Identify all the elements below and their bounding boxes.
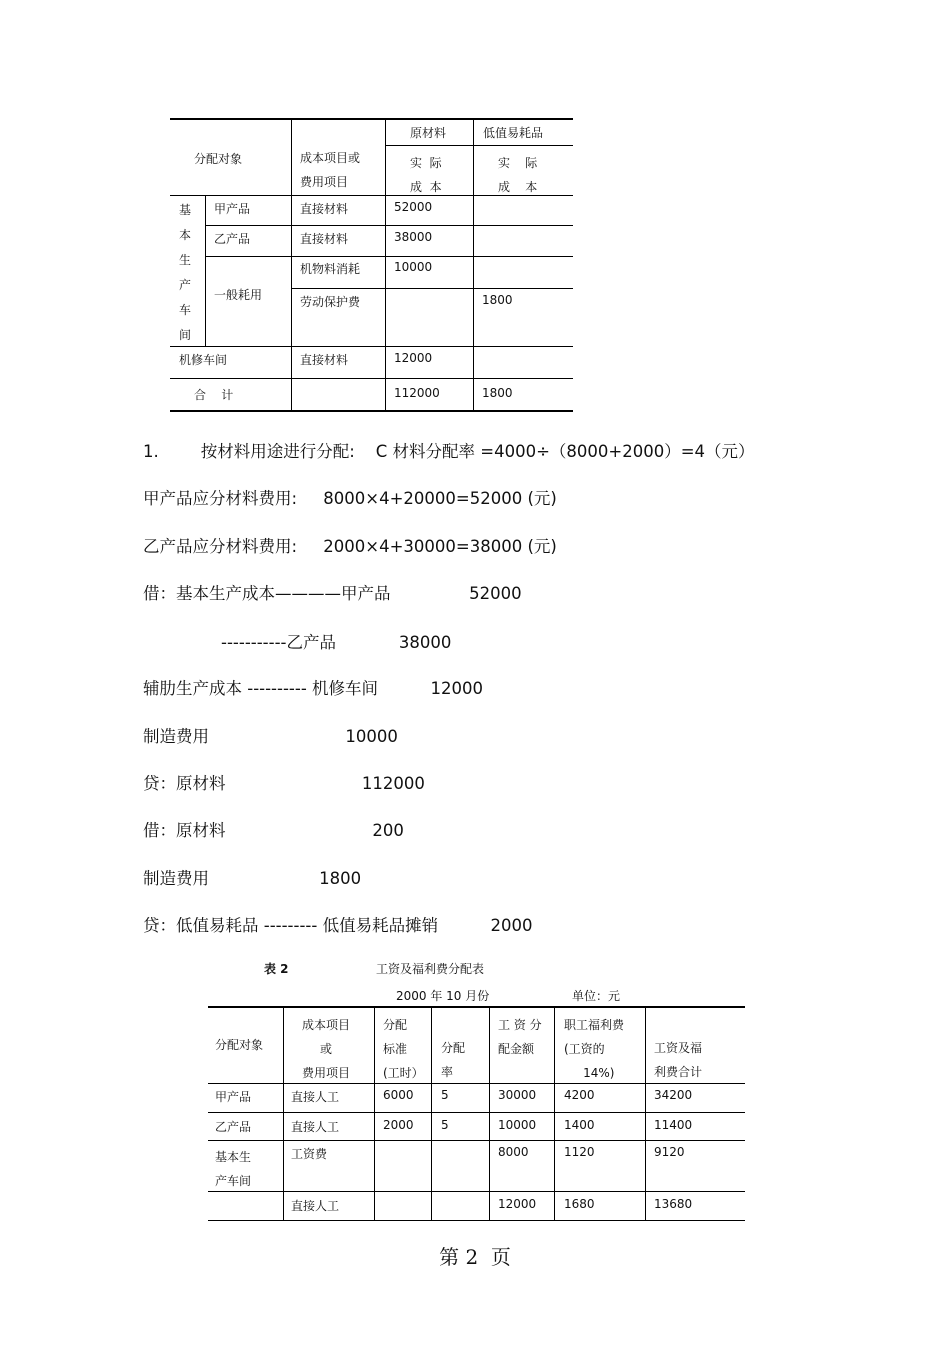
table-cell: 甲产品 — [214, 202, 251, 216]
table-cell: 13680 — [654, 1197, 693, 1211]
table-cell: 1800 — [482, 386, 513, 400]
table2-label: 表 2 — [264, 962, 289, 976]
table-cell: 9120 — [654, 1145, 685, 1159]
table-cell: 1800 — [482, 293, 513, 307]
total-label: 合 计 — [194, 388, 234, 402]
body-line-product-a: 甲产品应分材料费用: 8000×4+20000=52000 (元) — [143, 489, 557, 508]
material-allocation-table — [170, 118, 573, 412]
header-object: 分配对象 — [194, 152, 243, 166]
table-cell: 6000 — [383, 1088, 414, 1102]
table-cell: 直接人工 — [291, 1199, 340, 1213]
table-cell: 劳动保护费 — [300, 295, 361, 309]
journal-line: 制造费用 1800 — [143, 869, 362, 888]
journal-line: 制造费用 10000 — [143, 727, 398, 746]
table-cell: 直接材料 — [300, 202, 349, 216]
table-cell: 11400 — [654, 1118, 693, 1132]
table-cell: 基本生 产车间 — [215, 1150, 252, 1188]
table-cell: 1680 — [564, 1197, 595, 1211]
table-cell: 1400 — [564, 1118, 595, 1132]
table-cell: 5 — [441, 1088, 449, 1102]
table-cell: 8000 — [498, 1145, 529, 1159]
table-cell: 乙产品 — [214, 232, 251, 246]
table-cell: 34200 — [654, 1088, 693, 1102]
page-number: 第 2 页 — [439, 1245, 511, 1269]
table-cell: 工资费 — [291, 1147, 328, 1161]
body-line-allocation-rate: 1. 按材料用途进行分配: C 材料分配率 =4000÷（8000+2000）=4（元） — [143, 442, 755, 461]
header-standard: 分配 标准 (工时） — [383, 1018, 424, 1080]
table2-unit: 单位：元 — [572, 989, 621, 1003]
table-cell: 52000 — [394, 200, 433, 214]
header-total: 工资及福 利费合计 — [654, 1041, 703, 1079]
table-cell: 机物料消耗 — [300, 262, 361, 276]
table-cell: 直接人工 — [291, 1120, 340, 1134]
journal-line: 贷：原材料 112000 — [143, 774, 425, 793]
header-object: 分配对象 — [215, 1038, 264, 1052]
table-cell: 112000 — [394, 386, 440, 400]
header-item: 成本项目或 费用项目 — [300, 151, 361, 189]
header-wage: 工 资 分 配金额 — [498, 1018, 542, 1056]
journal-line: 借：原材料 200 — [143, 821, 404, 840]
table-cell: 一般耗用 — [214, 288, 263, 302]
header-actual-cost-rm: 实 际 成 本 — [410, 156, 442, 194]
table-cell: 4200 — [564, 1088, 595, 1102]
table-cell: 2000 — [383, 1118, 414, 1132]
table-cell: 直接材料 — [300, 353, 349, 367]
table-cell: 30000 — [498, 1088, 537, 1102]
table-cell: 直接材料 — [300, 232, 349, 246]
table-cell: 5 — [441, 1118, 449, 1132]
table-cell: 10000 — [498, 1118, 537, 1132]
body-line-product-b: 乙产品应分材料费用: 2000×4+30000=38000 (元) — [143, 537, 557, 556]
header-rate: 分配 率 — [441, 1041, 466, 1079]
header-raw-material: 原材料 — [410, 126, 447, 140]
wage-allocation-table — [208, 1006, 745, 1222]
table-cell: 机修车间 — [179, 353, 228, 367]
table2-title: 工资及福利费分配表 — [376, 962, 485, 976]
table-cell: 甲产品 — [215, 1090, 252, 1104]
journal-line: -----------乙产品 38000 — [221, 633, 452, 652]
table-cell: 12000 — [498, 1197, 537, 1211]
header-low-value: 低值易耗品 — [483, 126, 544, 140]
header-item: 成本项目 或 费用项目 — [301, 1018, 350, 1080]
header-welfare: 职工福利费 (工资的 14%) — [564, 1018, 625, 1080]
journal-line: 贷：低值易耗品 --------- 低值易耗品摊销 2000 — [143, 916, 533, 935]
journal-line: 借：基本生产成本————甲产品 52000 — [143, 584, 522, 603]
group-label: 基 本 生 产 车 间 — [179, 203, 192, 342]
table-cell: 直接人工 — [291, 1090, 340, 1104]
table-cell: 10000 — [394, 260, 433, 274]
table-cell: 12000 — [394, 351, 433, 365]
table-cell: 乙产品 — [215, 1120, 252, 1134]
table2-date: 2000 年 10 月份 — [396, 989, 490, 1003]
table-cell: 38000 — [394, 230, 433, 244]
journal-line: 辅肋生产成本 ---------- 机修车间 12000 — [143, 679, 483, 698]
header-actual-cost-lv: 实 际 成 本 — [498, 156, 538, 194]
table-cell: 1120 — [564, 1145, 595, 1159]
